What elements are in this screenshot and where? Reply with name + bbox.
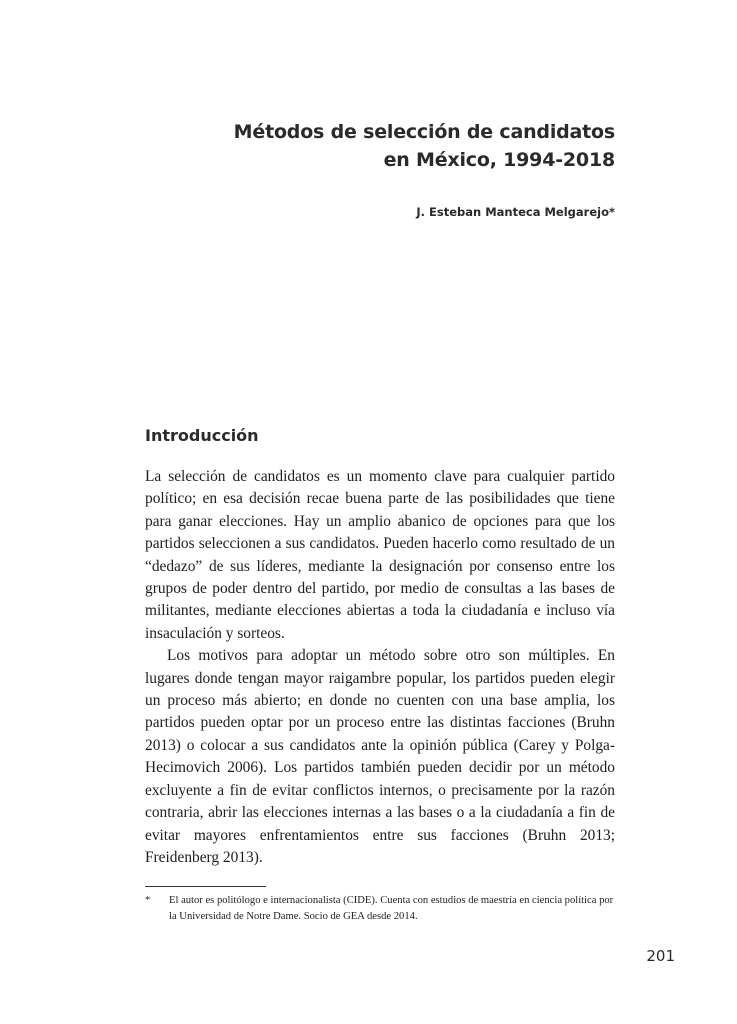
page-number: 201	[646, 947, 675, 965]
footnote-marker: *	[145, 895, 151, 906]
chapter-title-line2: en México, 1994-2018	[383, 149, 615, 171]
chapter-title	[195, 118, 615, 174]
paragraph-2: Los motivos para adoptar un método sobre otro son múltiples. En lugares donde tengan mayor raigambre popular, los partidos pueden elegir un proceso más abierto; en donde no cuenten con una base amplia, los partidos pueden optar por un proceso entre las distintas facciones (Bruhn 2013) o colocar a sus candidatos ante la opinión pública (Carey y Polga-Hecimovich 2006). Los partidos también pueden decidir por un método excluyente a fin de evitar conflictos internos, o precisamente por la razón contraria, abrir las elecciones internas a las bases o a la ciudadanía a fin de evitar mayores enfrentamientos entre sus facciones (Bruhn 2013; Freidenberg 2013).	[145, 647, 615, 866]
body-text	[145, 466, 615, 869]
footnote-rule	[145, 886, 266, 887]
section-heading: Introducción	[145, 426, 259, 445]
footnote	[145, 893, 615, 925]
footnote-text: El autor es politólogo e internacionalista (CIDE). Cuenta con estudios de maestría en ciencia política por la Universidad de Notre Dame. Socio de GEA desde 2014.	[169, 895, 614, 922]
paragraph-1: La selección de candidatos es un momento clave para cualquier partido político; en esa decisión recae buena parte de las posibilidades que tiene para ganar elecciones. Hay un amplio abanico de opciones para que los partidos seleccionen a sus candidatos. Pueden hacerlo como resultado de un “dedazo” de sus líderes, mediante la designación por consenso entre los grupos de poder dentro del partido, por medio de consultas a las bases de militantes, mediante elecciones abiertas a toda la ciudadanía e incluso vía insaculación y sorteos.	[145, 468, 615, 642]
author-name: J. Esteban Manteca Melgarejo*	[416, 205, 615, 219]
chapter-title-line1: Métodos de selección de candidatos	[233, 121, 615, 143]
